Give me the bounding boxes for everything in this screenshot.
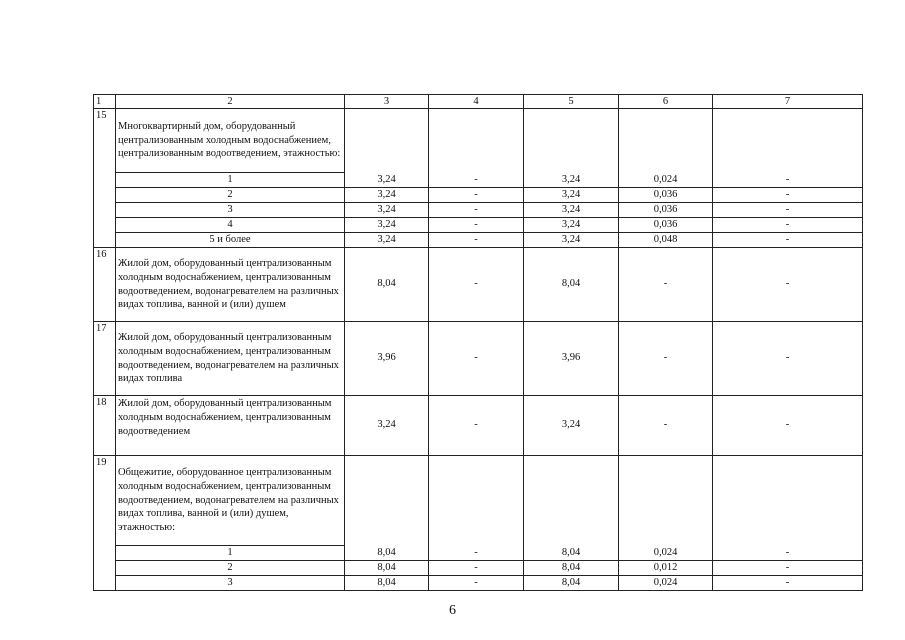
value-cell: 3,24 [524,233,619,248]
value-cell: 3,24 [524,173,619,188]
empty-cell [619,456,713,546]
header-cell: 7 [713,95,863,109]
table-row [94,248,863,322]
value-cell: 3,24 [524,396,619,456]
value-cell: 0,024 [619,576,713,591]
row-description: Многоквартирный дом, оборудованный централизованным холодным водоснабжением, централизованным водоотведением, этажностью: [116,109,345,173]
page-number: 6 [449,603,456,618]
value-cell: 3,24 [345,233,429,248]
value-cell: 3,24 [524,218,619,233]
value-cell: 0,024 [619,546,713,561]
floors-cell: 2 [116,188,345,203]
empty-cell [345,109,429,173]
row-number: 18 [94,396,116,456]
header-row [94,95,863,109]
row-description: Жилой дом, оборудованный централизованным холодным водоснабжением, централизованным водоотведением, водонагревателем на различных видах топлива, ванной и (или) душем [116,248,345,322]
empty-cell [345,456,429,546]
value-cell: 3,24 [345,173,429,188]
row-number: 15 [94,109,116,248]
value-cell: - [713,322,863,396]
value-cell: - [429,576,524,591]
value-cell: 8,04 [345,561,429,576]
value-cell: - [713,248,863,322]
empty-cell [524,109,619,173]
value-cell: - [619,396,713,456]
table-subrow [94,188,863,203]
value-cell: - [713,576,863,591]
row-number: 19 [94,456,116,591]
value-cell: - [429,173,524,188]
value-cell: - [713,188,863,203]
value-cell: 0,036 [619,188,713,203]
value-cell: - [429,188,524,203]
value-cell: 3,96 [524,322,619,396]
value-cell: - [429,396,524,456]
value-cell: - [429,322,524,396]
value-cell: 8,04 [345,248,429,322]
row-description: Жилой дом, оборудованный централизованным холодным водоснабжением, централизованным водоотведением [116,396,345,456]
value-cell: - [713,173,863,188]
value-cell: - [619,322,713,396]
row-number: 16 [94,248,116,322]
empty-cell [619,109,713,173]
header-cell: 1 [94,95,116,109]
empty-cell [713,456,863,546]
floors-cell: 3 [116,203,345,218]
value-cell: 3,24 [345,396,429,456]
header-cell: 6 [619,95,713,109]
value-cell: - [429,233,524,248]
value-cell: - [713,218,863,233]
floors-cell: 4 [116,218,345,233]
value-cell: 0,036 [619,218,713,233]
table-row [94,322,863,396]
header-cell: 4 [429,95,524,109]
value-cell: 3,96 [345,322,429,396]
floors-cell: 3 [116,576,345,591]
value-cell: 8,04 [524,248,619,322]
value-cell: - [713,203,863,218]
table-subrow [94,546,863,561]
value-cell: - [619,248,713,322]
row-description: Жилой дом, оборудованный централизованным холодным водоснабжением, централизованным водоотведением, водонагревателем на различных видах топлива [116,322,345,396]
floors-cell: 5 и более [116,233,345,248]
header-cell: 5 [524,95,619,109]
empty-cell [429,456,524,546]
value-cell: - [429,218,524,233]
table-subrow [94,218,863,233]
value-cell: 3,24 [345,218,429,233]
norms-table [93,94,863,591]
value-cell: 3,24 [524,203,619,218]
value-cell: - [713,546,863,561]
value-cell: 3,24 [345,188,429,203]
empty-cell [429,109,524,173]
floors-cell: 2 [116,561,345,576]
value-cell: - [429,546,524,561]
value-cell: - [713,396,863,456]
table-row [94,109,863,173]
value-cell: 8,04 [524,561,619,576]
header-cell: 3 [345,95,429,109]
value-cell: - [429,248,524,322]
value-cell: 8,04 [524,546,619,561]
value-cell: 3,24 [345,203,429,218]
table-subrow [94,173,863,188]
value-cell: 8,04 [345,576,429,591]
row-number: 17 [94,322,116,396]
value-cell: - [429,203,524,218]
value-cell: 0,024 [619,173,713,188]
value-cell: 0,012 [619,561,713,576]
table-subrow [94,203,863,218]
empty-cell [524,456,619,546]
floors-cell: 1 [116,173,345,188]
value-cell: - [713,233,863,248]
value-cell: 0,036 [619,203,713,218]
floors-cell: 1 [116,546,345,561]
table-subrow [94,561,863,576]
value-cell: - [429,561,524,576]
value-cell: 0,048 [619,233,713,248]
table-row [94,396,863,456]
value-cell: - [713,561,863,576]
table-subrow [94,576,863,591]
value-cell: 3,24 [524,188,619,203]
table-subrow [94,233,863,248]
empty-cell [713,109,863,173]
row-description: Общежитие, оборудованное централизованным холодным водоснабжением, централизованным водоотведением, водонагревателем на различных видах топлива, ванной и (или) душем, этажностью: [116,456,345,546]
value-cell: 8,04 [524,576,619,591]
value-cell: 8,04 [345,546,429,561]
header-cell: 2 [116,95,345,109]
table-row [94,456,863,546]
